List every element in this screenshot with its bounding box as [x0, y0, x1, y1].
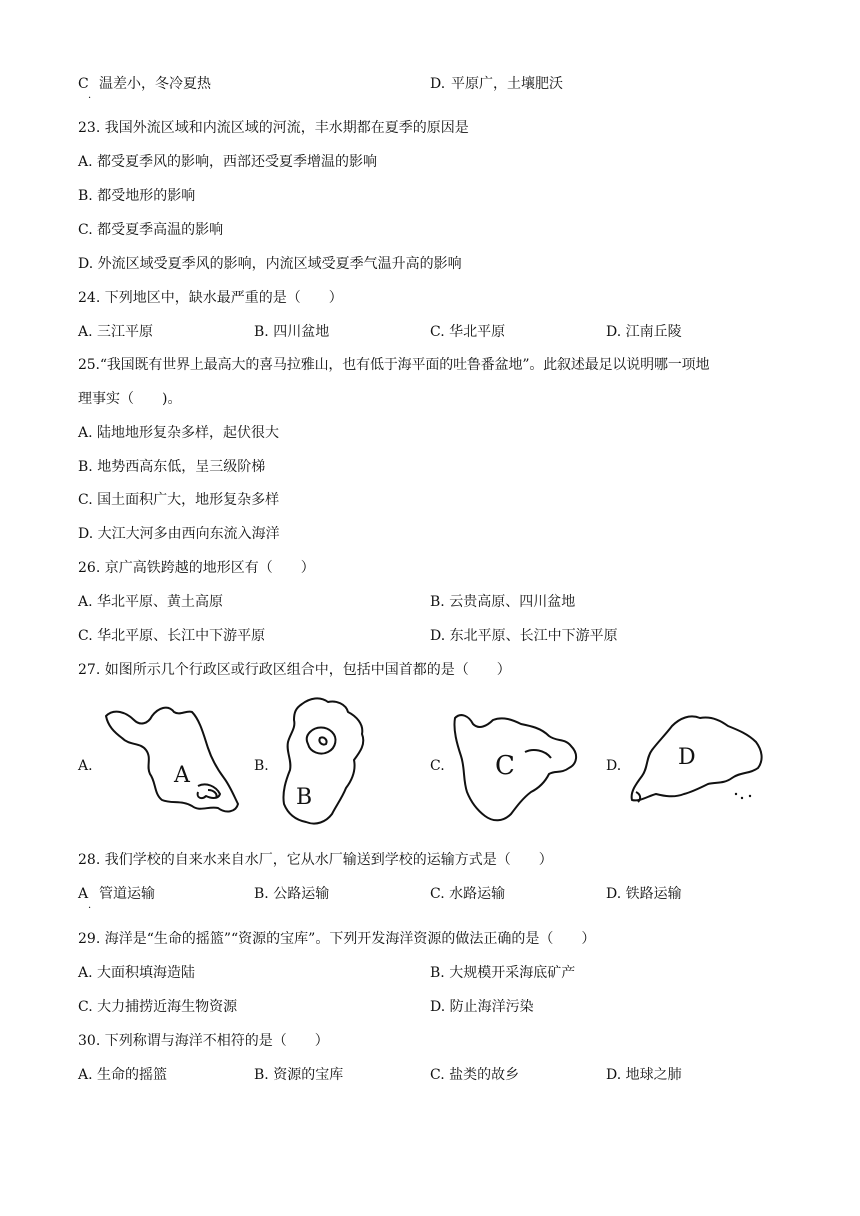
q25-stem-line2: 理事实（ )。 [78, 391, 182, 407]
q25-option-a: A. 陆地地形复杂多样，起伏很大 [78, 425, 280, 441]
q27-option-d-label: D. [606, 758, 622, 774]
q29-option-b: B. 大规模开采海底矿产 [430, 965, 576, 981]
q23-stem: 23. 我国外流区域和内流区域的河流，丰水期都在夏季的原因是 [78, 120, 469, 136]
q27-option-b-label: B. [254, 758, 269, 774]
q30-option-b: B. 资源的宝库 [254, 1067, 344, 1083]
q28-stem: 28. 我们学校的自来水来自水厂，它从水厂输送到学校的运输方式是（ ） [78, 852, 553, 868]
map-letter-a: A [174, 763, 190, 788]
q27-stem: 27. 如图所示几个行政区或行政区组合中，包括中国首都的是（ ） [78, 662, 511, 678]
q24-option-d: D. 江南丘陵 [606, 324, 682, 340]
q26-option-b: B. 云贵高原、四川盆地 [430, 594, 576, 610]
q22-option-c-label: C [78, 76, 89, 92]
map-letter-c: C [495, 751, 515, 781]
q24-option-c: C. 华北平原 [430, 324, 506, 340]
q23-option-a: A. 都受夏季风的影响，西部还受夏季增温的影响 [78, 154, 378, 170]
q29-stem: 29. 海洋是“生命的摇篮”“资源的宝库”。下列开发海洋资源的做法正确的是（ ） [78, 931, 596, 947]
q26-option-c: C. 华北平原、长江中下游平原 [78, 628, 266, 644]
q26-option-a: A. 华北平原、黄土高原 [78, 594, 224, 610]
q28-option-b: B. 公路运输 [254, 886, 330, 902]
q23-option-c: C. 都受夏季高温的影响 [78, 222, 224, 238]
q26-stem: 26. 京广高铁跨越的地形区有（ ） [78, 560, 315, 576]
q29-option-c: C. 大力捕捞近海生物资源 [78, 999, 238, 1015]
q22-option-d-label: D. [430, 76, 446, 92]
q30-option-a: A. 生命的摇篮 [78, 1067, 168, 1083]
q24-option-b: B. 四川盆地 [254, 324, 330, 340]
q24-stem: 24. 下列地区中，缺水最严重的是（ ） [78, 290, 343, 306]
map-c-sichuan-chongqing [451, 708, 583, 826]
q23-option-d: D. 外流区域受夏季风的影响，内流区域受夏季气温升高的影响 [78, 256, 462, 272]
q28-option-d: D. 铁路运输 [606, 886, 682, 902]
q25-option-b: B. 地势西高东低，呈三级阶梯 [78, 459, 266, 475]
q22-option-d-text: 平原广，土壤肥沃 [451, 76, 563, 92]
q26-option-d: D. 东北平原、长江中下游平原 [430, 628, 618, 644]
q30-option-c: C. 盐类的故乡 [430, 1067, 520, 1083]
bullet-dot: · [88, 903, 92, 914]
q28-option-a-label: A [78, 886, 89, 902]
q25-stem-line1: 25.“我国既有世界上最高大的喜马拉雅山，也有低于海平面的吐鲁番盆地”。此叙述最足以说明哪一项地 [78, 357, 710, 373]
q28-option-c: C. 水路运输 [430, 886, 506, 902]
q29-option-d: D. 防止海洋污染 [430, 999, 534, 1015]
bullet-dot: · [88, 93, 92, 104]
map-letter-d: D [678, 745, 696, 770]
q25-option-d: D. 大江大河多由西向东流入海洋 [78, 526, 280, 542]
q24-option-a: A. 三江平原 [78, 324, 154, 340]
q28-option-a-text: 管道运输 [99, 886, 155, 902]
q29-option-a: A. 大面积填海造陆 [78, 965, 196, 981]
map-letter-b: B [296, 785, 313, 810]
q30-stem: 30. 下列称谓与海洋不相符的是（ ） [78, 1033, 329, 1049]
q27-option-c-label: C. [430, 758, 445, 774]
q23-option-b: B. 都受地形的影响 [78, 188, 196, 204]
map-a-jiangsu-shanghai [100, 702, 245, 824]
q22-option-c-text: 温差小，冬冷夏热 [99, 76, 211, 92]
q27-option-a-label: A. [78, 758, 93, 774]
map-b-beijing-tianjin-hebei [276, 694, 372, 828]
q25-option-c: C. 国土面积广大，地形复杂多样 [78, 492, 280, 508]
map-d-guangdong [628, 712, 770, 808]
q30-option-d: D. 地球之肺 [606, 1067, 682, 1083]
